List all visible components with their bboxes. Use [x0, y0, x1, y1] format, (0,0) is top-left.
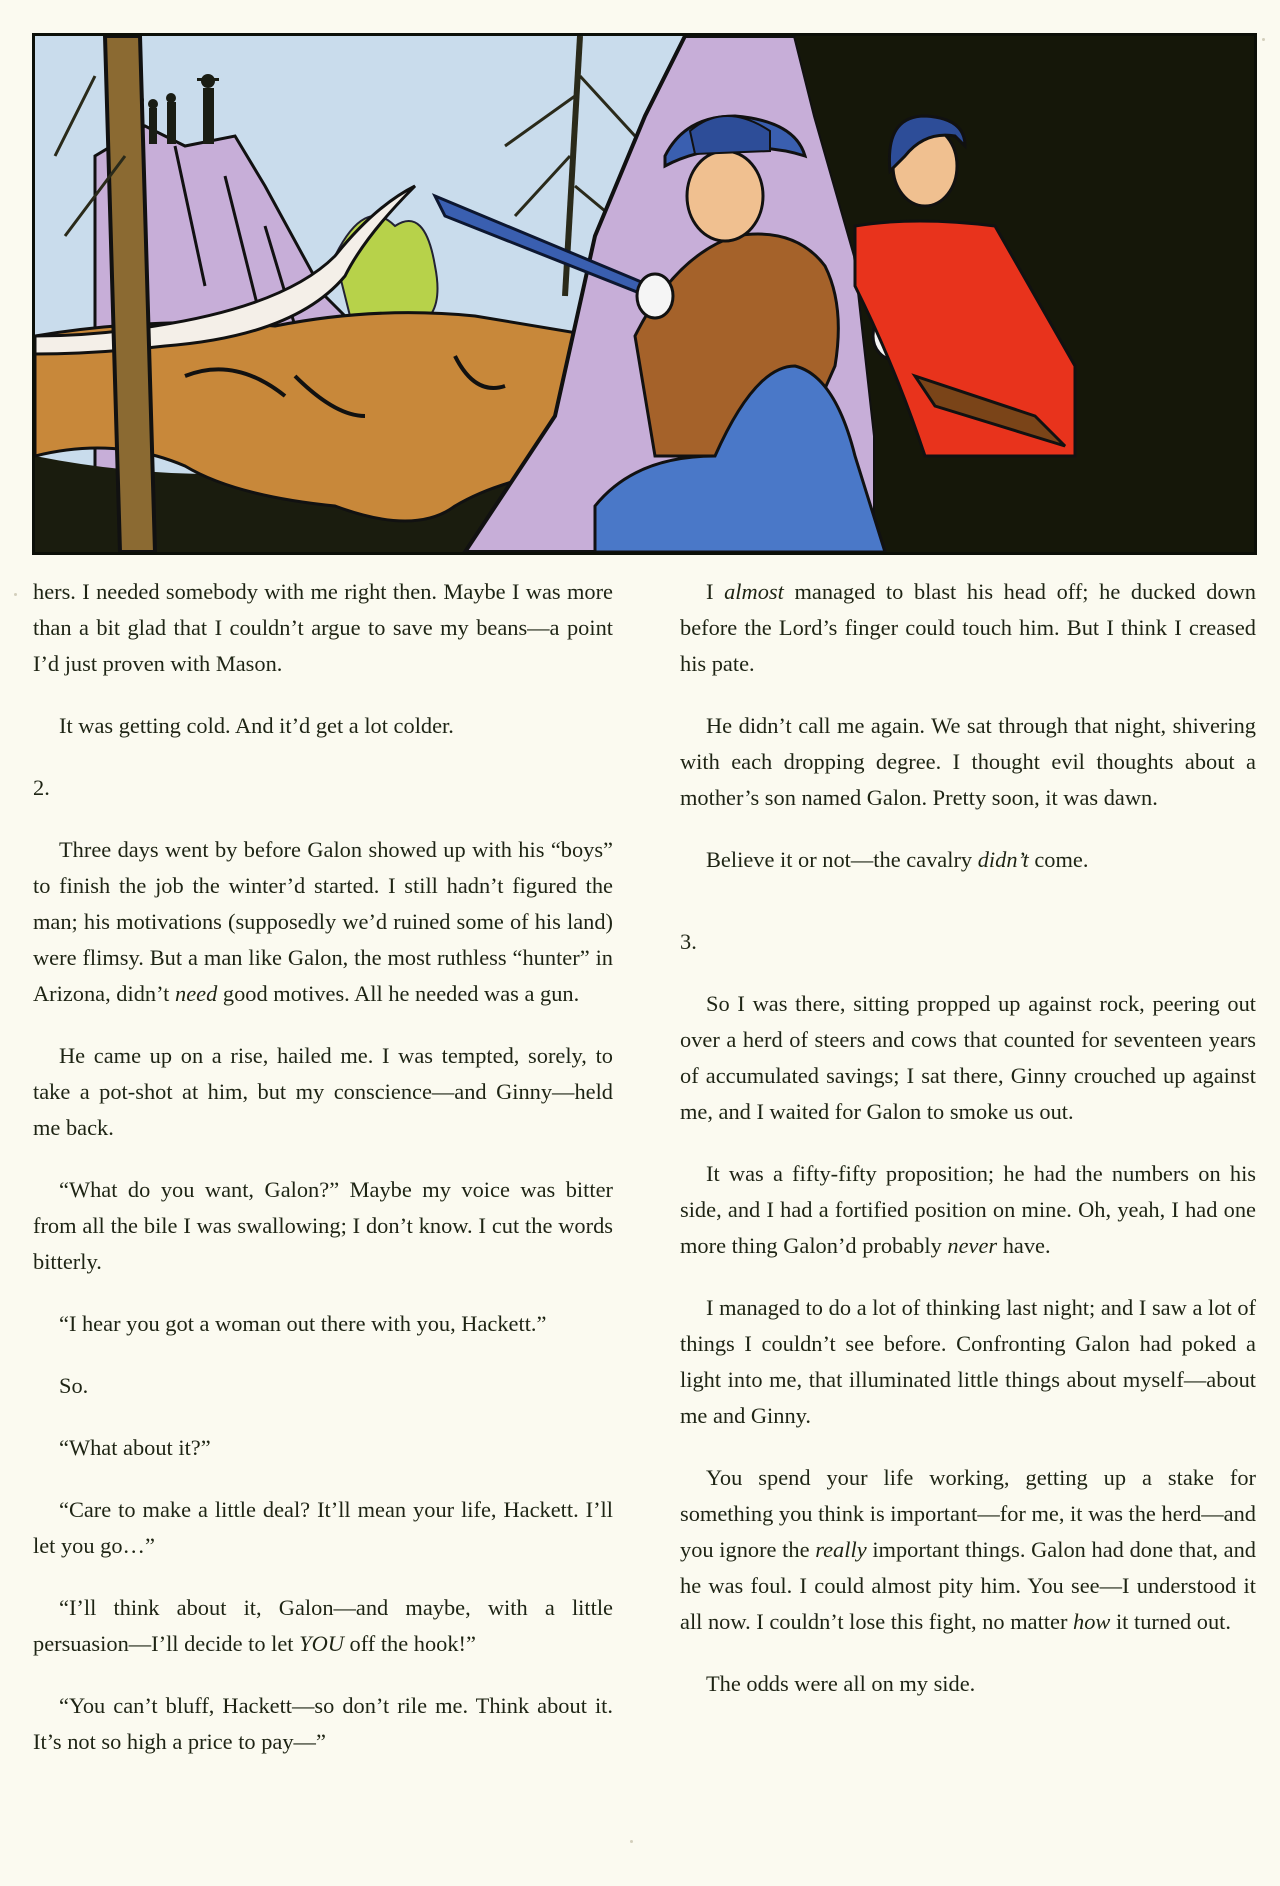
paragraph: So. — [59, 1373, 89, 1398]
paragraph: “I’ll think about it, Galon—and maybe, with a little persuasion—I’ll decide to let YOU off the hook!” — [33, 1595, 613, 1656]
paragraph: “I hear you got a woman out there with you, Hackett.” — [59, 1311, 547, 1336]
paragraph: He didn’t call me again. We sat through that night, shivering with each dropping degree. I thought evil thoughts about a mother’s son named Galon. Pretty soon, it was dawn. — [680, 713, 1256, 810]
paragraph: “Care to make a little deal? It’ll mean your life, Hackett. I’ll let you go…” — [33, 1497, 613, 1558]
left-text-column — [33, 574, 613, 1786]
paragraph: “You can’t bluff, Hackett—so don’t rile me. Think about it. It’s not so high a price to pay—” — [33, 1693, 613, 1754]
illustration-artwork — [35, 36, 1254, 552]
paragraph: I managed to do a lot of thinking last night; and I saw a lot of things I couldn’t see before. Confronting Galon had poked a light into me, that illuminated little things about myself—about me and Ginny. — [680, 1295, 1256, 1428]
paragraph: “What about it?” — [59, 1435, 211, 1460]
paragraph: So I was there, sitting propped up against rock, peering out over a herd of steers and cows that counted for seventeen years of accumulated savings; I sat there, Ginny crouched up against me, and I waited for Galon to smoke us out. — [680, 991, 1256, 1124]
section-number: 2. — [33, 775, 50, 800]
paragraph: You spend your life working, getting up a stake for something you think is important—for me, it was the herd—and you ignore the really important things. Galon had done that, and he was foul. I could almost pity him. You see—I understood it all now. I couldn’t lose this fight, no matter how it turned out. — [680, 1465, 1256, 1634]
paragraph: Believe it or not—the cavalry didn’t come. — [706, 847, 1089, 872]
section-number: 3. — [680, 929, 697, 954]
paper-speck — [14, 593, 17, 596]
right-text-column — [680, 574, 1256, 1728]
paragraph: hers. I needed somebody with me right then. Maybe I was more than a bit glad that I couldn’t argue to save my beans—a point I’d just proven with Mason. — [33, 579, 613, 676]
paragraph: It was a fifty-fifty proposition; he had the numbers on his side, and I had a fortified position on mine. Oh, yeah, I had one more thing Galon’d probably never have. — [680, 1161, 1256, 1258]
paragraph: I almost managed to blast his head off; he ducked down before the Lord’s finger could touch him. But I think I creased his pate. — [680, 579, 1256, 676]
paper-speck — [630, 1840, 633, 1843]
comic-illustration-panel — [32, 33, 1257, 555]
paragraph: The odds were all on my side. — [706, 1671, 976, 1696]
paragraph: Three days went by before Galon showed up with his “boys” to finish the job the winter’d started. I still hadn’t figured the man; his motivations (supposedly we’d ruined some of his land) were flimsy. But a man like Galon, the most ruthless “hunter” in Arizona, didn’t need good motives. All he needed was a gun. — [33, 837, 613, 1006]
paragraph: It was getting cold. And it’d get a lot colder. — [59, 713, 454, 738]
paragraph: “What do you want, Galon?” Maybe my voice was bitter from all the bile I was swallowing; I don’t know. I cut the words bitterly. — [33, 1177, 613, 1274]
paper-speck — [1262, 38, 1265, 41]
paragraph: He came up on a rise, hailed me. I was tempted, sorely, to take a pot-shot at him, but my conscience—and Ginny—held me back. — [33, 1043, 613, 1140]
